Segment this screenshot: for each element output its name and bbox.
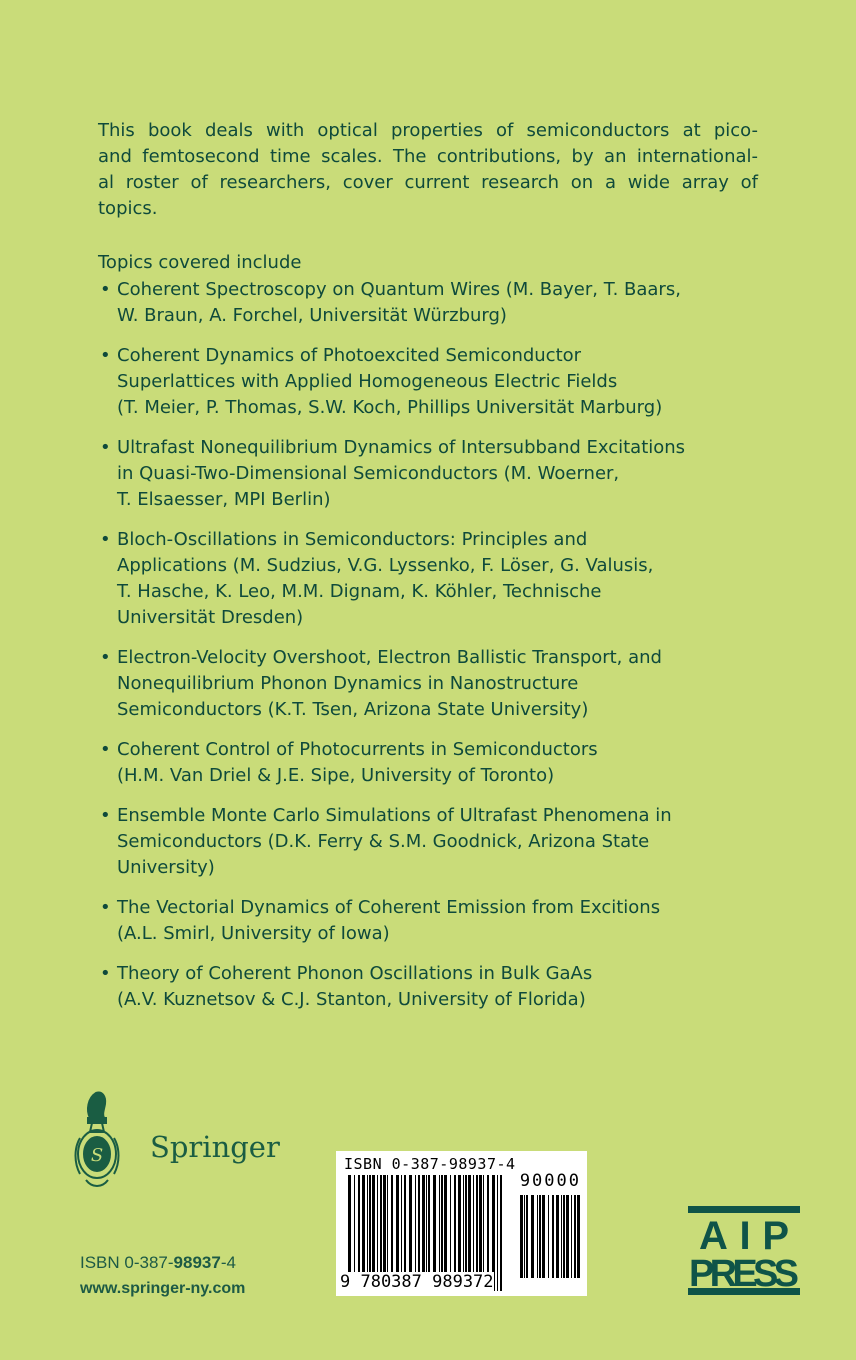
topic-item	[100, 645, 780, 723]
topic-line: Coherent Control of Photocurrents in Semiconductors	[117, 739, 598, 760]
bullet-icon: •	[100, 897, 111, 918]
topic-item	[100, 803, 780, 881]
description-line: al roster of researchers, cover current research on a wide array of	[98, 172, 758, 193]
barcode-bar	[539, 1195, 541, 1278]
topic-line: University)	[117, 857, 215, 878]
press-text: PRESS	[689, 1253, 799, 1295]
topic-line: Electron-Velocity Overshoot, Electron Ballistic Transport, and	[117, 647, 662, 668]
topic-line: (A.V. Kuznetsov & C.J. Stanton, University of Florida)	[117, 989, 586, 1010]
topic-line: Applications (M. Sudzius, V.G. Lyssenko, F. Löser, G. Valusis,	[117, 555, 654, 576]
topic-item	[100, 961, 780, 1013]
isbn-text	[80, 1253, 236, 1273]
barcode-bar	[571, 1195, 572, 1278]
barcode-bar	[577, 1195, 580, 1278]
description-line: This book deals with optical properties of semiconductors at pico-	[98, 120, 758, 141]
barcode-bar	[548, 1195, 549, 1278]
topic-item	[100, 277, 780, 329]
topic-line: W. Braun, A. Forchel, Universität Würzburg)	[117, 305, 507, 326]
barcode-price-code: 90000	[519, 1171, 581, 1191]
description-line: and femtosecond time scales. The contributions, by an international-	[98, 146, 758, 167]
barcode-isbn: ISBN 0-387-98937-4	[344, 1155, 516, 1173]
barcode-bar	[563, 1195, 565, 1278]
topic-line: (T. Meier, P. Thomas, S.W. Koch, Phillips Universität Marburg)	[117, 397, 663, 418]
topic-line: in Quasi-Two-Dimensional Semiconductors (M. Woerner,	[117, 463, 620, 484]
bullet-icon: •	[100, 805, 111, 826]
bullet-icon: •	[100, 345, 111, 366]
topic-line: Universität Dresden)	[117, 607, 304, 628]
topic-line: Coherent Spectroscopy on Quantum Wires (M. Bayer, T. Baars,	[117, 279, 681, 300]
topic-line: Coherent Dynamics of Photoexcited Semiconductor	[117, 345, 582, 366]
barcode-bar	[574, 1195, 576, 1278]
topic-line: The Vectorial Dynamics of Coherent Emission from Excitions	[117, 897, 661, 918]
barcode-bar	[537, 1195, 538, 1278]
barcode-bar	[542, 1195, 545, 1278]
topic-line: (A.L. Smirl, University of Iowa)	[117, 923, 390, 944]
topics-list	[100, 277, 780, 1027]
barcode-bar	[500, 1175, 502, 1291]
topic-line: Bloch-Oscillations in Semiconductors: Principles and	[117, 529, 588, 550]
topic-item	[100, 527, 780, 631]
bullet-icon: •	[100, 437, 111, 458]
barcode-bar	[552, 1195, 554, 1278]
aip-press-logo	[688, 1206, 802, 1296]
bullet-icon: •	[100, 739, 111, 760]
barcode-bar	[497, 1175, 498, 1291]
barcode-ean: 9 780387 989372	[340, 1272, 494, 1292]
barcode-bar	[526, 1195, 528, 1278]
bullet-icon: •	[100, 279, 111, 300]
topic-item	[100, 895, 780, 947]
barcode	[336, 1151, 587, 1296]
topic-line: T. Elsaesser, MPI Berlin)	[117, 489, 331, 510]
publisher-url[interactable]: www.springer-ny.com	[80, 1280, 246, 1297]
topic-line: (H.M. Van Driel & J.E. Sipe, University of Toronto)	[117, 765, 555, 786]
topic-line: T. Hasche, K. Leo, M.M. Dignam, K. Köhler, Technische	[117, 581, 602, 602]
barcode-bar	[531, 1195, 534, 1278]
topic-line: Semiconductors (D.K. Ferry & S.M. Goodnick, Arizona State	[117, 831, 650, 852]
springer-knight-logo	[74, 1088, 120, 1194]
barcode-bar	[556, 1195, 559, 1278]
topic-line: Ultrafast Nonequilibrium Dynamics of Intersubband Excitations	[117, 437, 686, 458]
isbn-bold: 98937	[173, 1253, 221, 1272]
barcode-bar	[520, 1195, 523, 1278]
topic-item	[100, 343, 780, 421]
topic-line: Nonequilibrium Phonon Dynamics in Nanostructure	[117, 673, 579, 694]
barcode-bar	[566, 1195, 569, 1278]
description-paragraph	[98, 118, 758, 222]
topic-item	[100, 737, 780, 789]
topic-item	[100, 435, 780, 513]
description-line: topics.	[98, 198, 158, 219]
bullet-icon: •	[100, 529, 111, 550]
barcode-bar	[561, 1195, 562, 1278]
aip-text: AIP	[699, 1214, 789, 1258]
isbn-suffix: -4	[220, 1253, 236, 1272]
topic-line: Semiconductors (K.T. Tsen, Arizona State University)	[117, 699, 589, 720]
isbn-prefix: ISBN 0-387-	[80, 1253, 174, 1272]
topic-line: Superlattices with Applied Homogeneous Electric Fields	[117, 371, 618, 392]
svg-text:S: S	[90, 1145, 104, 1166]
topics-heading: Topics covered include	[98, 252, 302, 273]
topic-line: Ensemble Monte Carlo Simulations of Ultrafast Phenomena in	[117, 805, 672, 826]
barcode-bar	[524, 1195, 525, 1278]
bullet-icon: •	[100, 963, 111, 984]
topic-line: Theory of Coherent Phonon Oscillations in Bulk GaAs	[117, 963, 593, 984]
bullet-icon: •	[100, 647, 111, 668]
publisher-name: Springer	[150, 1130, 280, 1164]
